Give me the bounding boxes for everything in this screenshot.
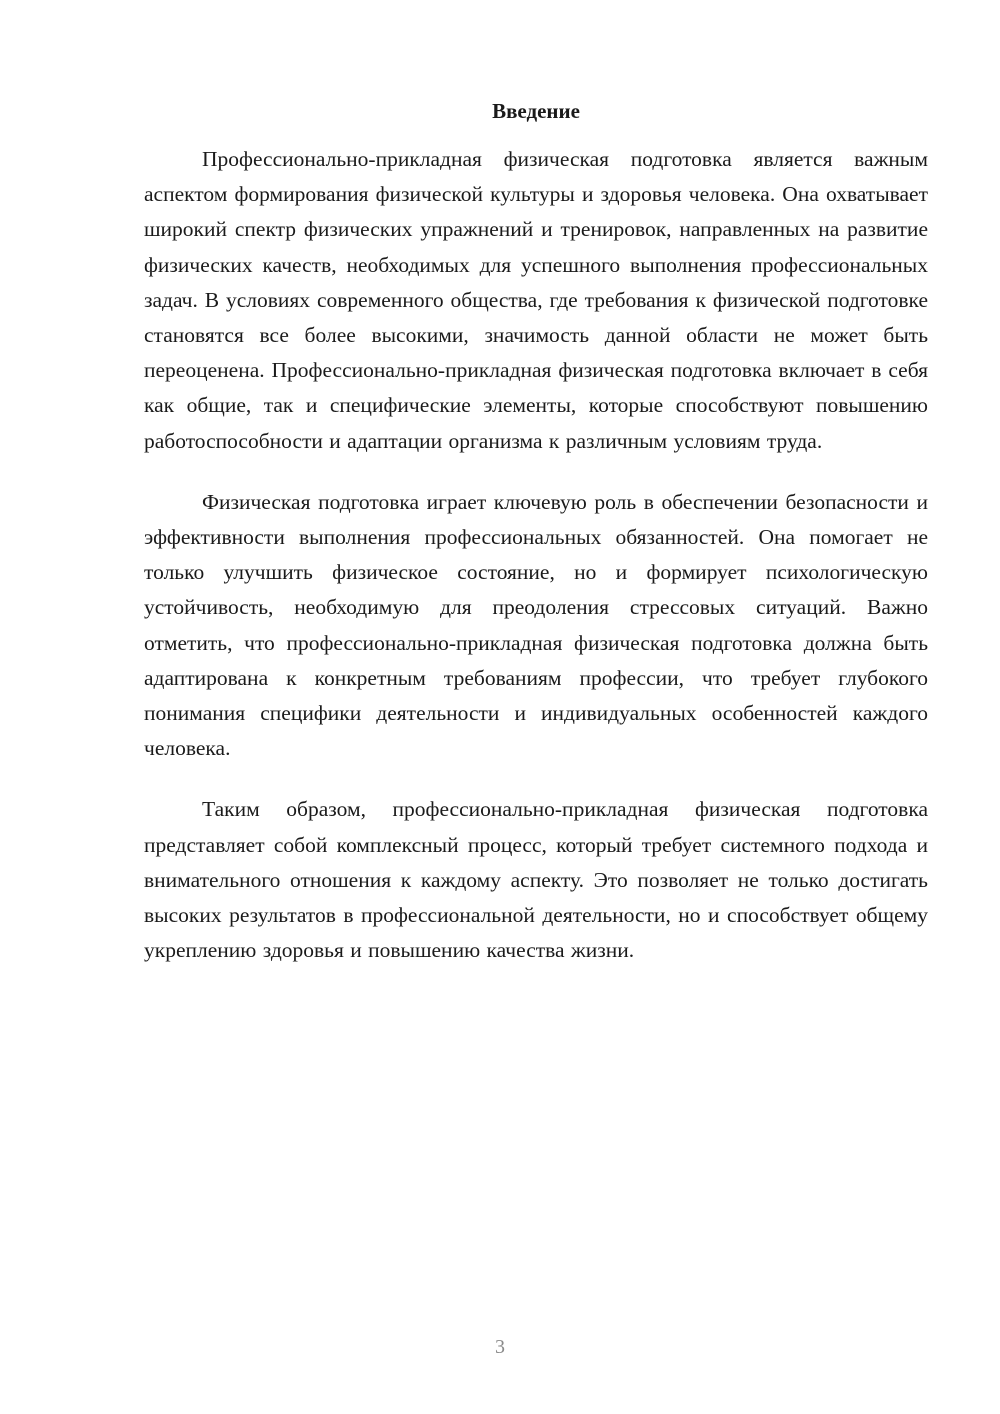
paragraph-3: Таким образом, профессионально-прикладная физическая подготовка представляет собой комплексный процесс, который требует системного подхода и внимательного отношения к каждому аспекту. Это позволяет не только достигать высоких результатов в профессиональной деятельности, но и способствует общему укреплению здоровья и повышению качества жизни. [144, 797, 928, 963]
paragraph-2: Физическая подготовка играет ключевую роль в обеспечении безопасности и эффективности выполнения профессиональных обязанностей. Она помогает не только улучшить физическое состояние, но и формирует психологическую устойчивость, необходимую для преодоления стрессовых ситуаций. Важно отметить, что профессионально-прикладная физическая подготовка должна быть адаптирована к конкретным требованиям профессии, что требует глубокого понимания специфики деятельности и индивидуальных особенностей каждого человека. [144, 489, 928, 761]
section-title: Введение [492, 99, 580, 123]
page-number: 3 [495, 1336, 505, 1358]
body-text [144, 142, 928, 968]
paragraph-1: Профессионально-прикладная физическая подготовка является важным аспектом формирования физической культуры и здоровья человека. Она охватывает широкий спектр физических упражнений и тренировок, направленных на развитие физических качеств, необходимых для успешного выполнения профессиональных задач. В условиях современного общества, где требования к физической подготовке становятся все более высокими, значимость данной области не может быть переоценена. Профессионально-прикладная физическая подготовка включает в себя как общие, так и специфические элементы, которые способствуют повышению работоспособности и адаптации организма к различным условиям труда. [144, 147, 928, 453]
